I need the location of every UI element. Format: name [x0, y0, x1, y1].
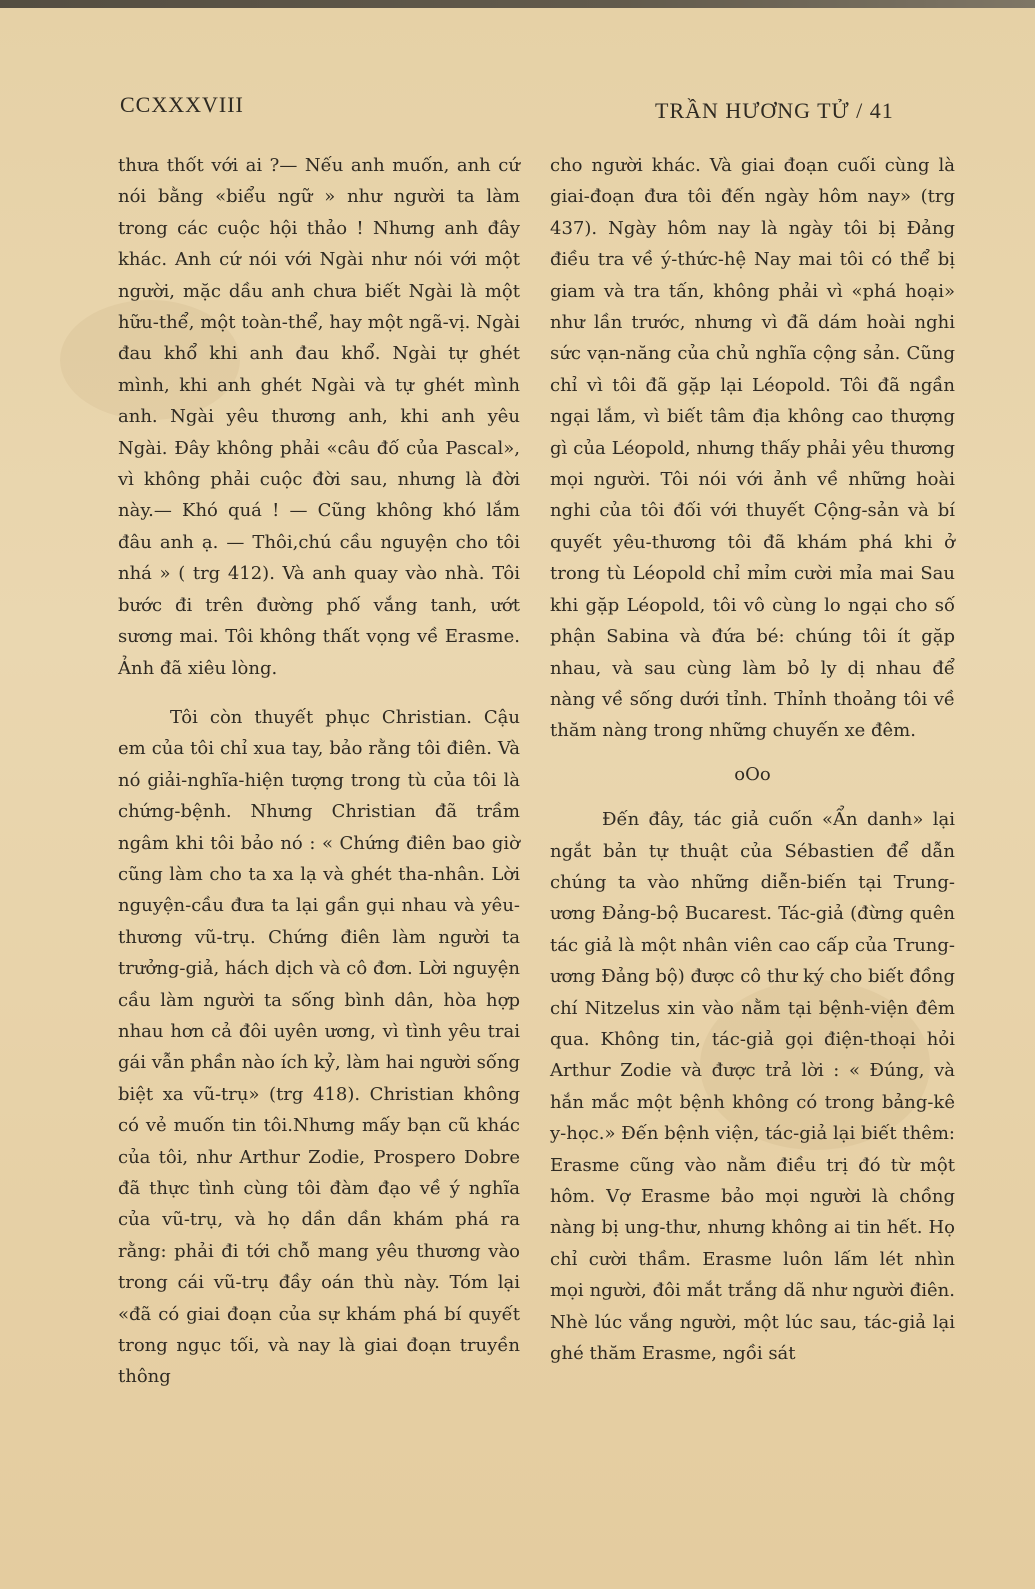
right-column — [550, 150, 955, 1369]
paragraph-gap — [118, 684, 520, 702]
left-paragraph-1: thưa thốt với ai ?— Nếu anh muốn, anh cứ nói bằng «biểu ngữ » như người ta làm trong các cuộc hội thảo ! Nhưng anh đây khác. Anh cứ nói với Ngài như nói với một người, mặc dầu anh chưa biết Ngài là một hữu-thể, một toàn-thể, hay một ngã-vị. Ngài đau khổ khi anh đau khổ. Ngài tự ghét mình, khi anh ghét Ngài và tự ghét mình anh. Ngài yêu thương anh, khi anh yêu Ngài. Đây không phải «câu đố của Pascal», vì không phải cuộc đời sau, nhưng là đời này.— Khó quá ! — Cũng không khó lắm đâu anh ạ. — Thôi,chú cầu nguyện cho tôi nhá » ( trg 412). Và anh quay vào nhà. Tôi bước đi trên đường phố vắng tanh, ướt sương mai. Tôi không thất vọng về Erasme. Ảnh đã xiêu lòng. — [118, 155, 520, 679]
section-divider: oOo — [734, 763, 771, 785]
right-paragraph-1: cho người khác. Và giai đoạn cuối cùng là giai-đoạn đưa tôi đến ngày hôm nay» (trg 437). Ngày hôm nay là ngày tôi bị Đảng điều tra về ý-thức-hệ Nay mai tôi có thể bị giam và tra tấn, không phải vì «phá hoại» như lần trước, nhưng vì đã dám hoài nghi sức vạn-năng của chủ nghĩa cộng sản. Cũng chỉ vì tôi đã gặp lại Léopold. Tôi đã ngần ngại lắm, vì biết tâm địa không cao thượng gì của Léopold, nhưng thấy phải yêu thương mọi người. Tôi nói với ảnh về những hoài nghi của tôi đối với thuyết Cộng-sản và bí quyết yêu-thương tôi đã khám phá khi ở trong tù Léopold chỉ mỉm cười mỉa mai Sau khi gặp Léopold, tôi vô cùng lo ngại cho số phận Sabina và đứa bé: chúng tôi ít gặp nhau, và sau cùng làm bỏ ly dị nhau để nàng về sống dưới tỉnh. Thỉnh thoảng tôi về thăm nàng trong những chuyến xe đêm. — [550, 155, 955, 742]
left-paragraph-2: Tôi còn thuyết phục Christian. Cậu em của tôi chỉ xua tay, bảo rằng tôi điên. Và nó giải-nghĩa-hiện tượng trong tù của tôi là chứng-bệnh. Nhưng Christian đã trầm ngâm khi tôi bảo nó : « Chứng điên bao giờ cũng làm cho ta xa lạ và ghét tha-nhân. Lời nguyện-cầu đưa ta lại gần gụi nhau và yêu-thương vũ-trụ. Chứng điên làm người ta trưởng-giả, hách dịch và cô đơn. Lời nguyện cầu làm người ta sống bình dân, hòa hợp nhau hơn cả đôi uyên ương, vì tình yêu trai gái vẫn phần nào ích kỷ, làm hai người sống biệt xa vũ-trụ» (trg 418). Christian không có vẻ muốn tin tôi.Nhưng mấy bạn cũ khác của tôi, như Arthur Zodie, Prospero Dobre đã thực tình cùng tôi đàm đạo về ý nghĩa của vũ-trụ, và họ dần dần khám phá ra rằng: phải đi tới chỗ mang yêu thương vào trong cái vũ-trụ đầy oán thù này. Tóm lại «đã có giai đoạn của sự khám phá bí quyết trong ngục tối, và nay là giai đoạn truyền thông — [118, 706, 520, 1388]
right-paragraph-2: Đến đây, tác giả cuốn «Ẩn danh» lại ngắt bản tự thuật của Sébastien để dẫn chúng ta vào những diễn-biến tại Trung-ương Đảng-bộ Bucarest. Tác-giả (đừng quên tác giả là một nhân viên cao cấp của Trung-ương Đảng bộ) được cô thư ký cho biết đồng chí Nitzelus xin vào nằm tại bệnh-viện đêm qua. Không tin, tác-giả gọi điện-thoại hỏi Arthur Zodie và được trả lời : « Đúng, và hắn mắc một bệnh không có trong bảng-kê y-học.» Đến bệnh viện, tác-giả lại biết thêm: Erasme cũng vào nằm điều trị đó từ một hôm. Vợ Erasme bảo mọi người là chồng nàng bị ung-thư, nhưng không ai tin hết. Họ chỉ cười thầm. Erasme luôn lấm lét nhìn mọi người, đôi mắt trắng dã như người điên. Nhè lúc vắng người, một lúc sau, tác-giả lại ghé thăm Erasme, ngồi sát — [550, 809, 955, 1365]
running-header-left: CCXXXVIII — [120, 92, 244, 117]
running-header-right: TRẦN HƯƠNG TỬ / 41 — [655, 98, 894, 123]
page-top-edge — [0, 0, 1035, 8]
left-column — [118, 150, 520, 1393]
